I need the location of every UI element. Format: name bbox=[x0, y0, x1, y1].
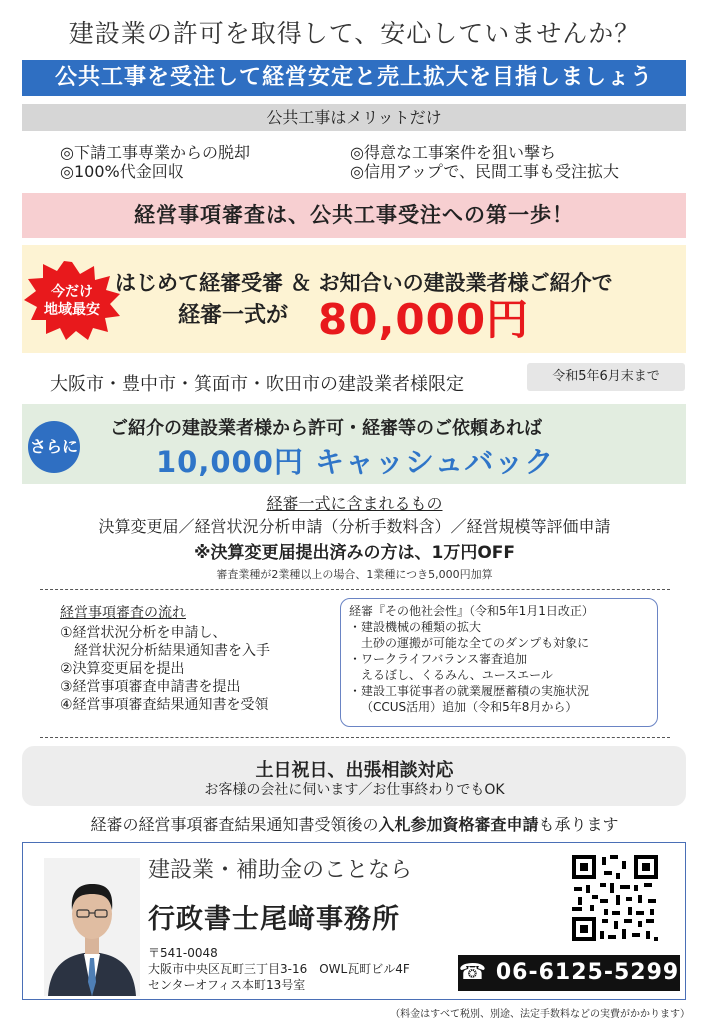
social-criteria-box bbox=[340, 598, 658, 727]
society-line: ・建設機械の種類の拡大 bbox=[349, 620, 482, 634]
flow-step: ②決算変更届を提出 bbox=[60, 661, 185, 677]
promo-price: 80,000円 bbox=[318, 295, 530, 344]
divider bbox=[40, 737, 670, 738]
review-flow bbox=[60, 604, 270, 714]
price-footnote: （料金はすべて税別、別途、法定手数料などの実費がかかります） bbox=[390, 1009, 690, 1020]
first-step-banner: 経営事項審査は、公共工事受注への第一歩！ bbox=[22, 193, 686, 238]
flow-step: 経営状況分析結果通知書を入手 bbox=[74, 643, 270, 659]
society-line: 土砂の運搬が可能な全てのダンプも対象に bbox=[361, 636, 590, 650]
address-line2: センターオフィス本町13号室 bbox=[148, 978, 306, 992]
travel-title: 土日祝日、出張相談対応 bbox=[255, 760, 454, 781]
society-line: ・ワークライフバランス審査追加 bbox=[349, 652, 527, 666]
flow-title: 経営事項審査の流れ bbox=[60, 605, 186, 621]
badge-line1: 今だけ bbox=[51, 284, 93, 300]
address-line1: 大阪市中央区瓦町三丁目3-16 OWL瓦町ビル4F bbox=[148, 962, 410, 976]
flow-step: ③経営事項審査申請書を提出 bbox=[60, 679, 241, 695]
merit-item: ◎下請工事専業からの脱却 bbox=[60, 143, 250, 162]
flow-step: ①経営状況分析を申請し、 bbox=[60, 625, 227, 641]
flow-step: ④経営事項審査結果通知書を受領 bbox=[60, 697, 269, 713]
bid-service bbox=[0, 812, 709, 835]
portrait-photo bbox=[44, 858, 140, 996]
phone-number[interactable]: ☎ 06-6125-5299 bbox=[458, 955, 680, 991]
merits-left bbox=[60, 143, 250, 181]
badge-line2: 地域最安 bbox=[44, 302, 100, 318]
promo-line2: 経審一式が bbox=[178, 303, 289, 328]
merit-item: ◎得意な工事案件を狙い撃ち bbox=[350, 143, 556, 162]
contact-lead: 建設業・補助金のことなら bbox=[148, 858, 413, 883]
divider bbox=[40, 589, 670, 590]
promo-line1: はじめて経審受審 ＆ お知合いの建設業者様ご紹介で bbox=[115, 271, 613, 295]
merit-item: ◎100%代金回収 bbox=[60, 162, 184, 181]
area-limit: 大阪市・豊中市・箕面市・吹田市の建設業者様限定 bbox=[50, 374, 464, 395]
merits-right bbox=[350, 143, 619, 181]
cashback-amount: 10,000円 キャッシュバック bbox=[156, 445, 555, 479]
bid-post: も承ります bbox=[538, 815, 619, 834]
deadline-badge: 令和5年6月末まで bbox=[527, 363, 685, 391]
merit-item: ◎信用アップで、民間工事も受注拡大 bbox=[350, 162, 620, 181]
travel-subtitle: お客様の会社に伺います／お仕事終わりでもOK bbox=[204, 782, 505, 798]
bid-pre: 経審の経営事項審査結果通知書受領後の bbox=[90, 815, 379, 834]
included-title: 経審一式に含まれるもの bbox=[266, 494, 443, 513]
starburst-badge bbox=[22, 260, 122, 340]
qr-code[interactable] bbox=[570, 853, 660, 943]
included-items: 決算変更届／経営状況分析申請（分析手数料含）／経営規模等評価申請 bbox=[98, 517, 611, 536]
included-note: 審査業種が2業種以上の場合、1業種につき5,000円加算 bbox=[216, 568, 493, 581]
society-title: 経審『その他社会性』（令和5年1月1日改正） bbox=[349, 604, 594, 618]
headline: 建設業の許可を取得して、安心していませんか？ bbox=[68, 19, 641, 48]
banner: 公共工事を受注して経営安定と売上拡大を目指しましょう bbox=[22, 60, 686, 96]
society-line: （CCUS活用）追加（令和5年8月から） bbox=[361, 700, 578, 714]
society-line: えるぼし、くるみん、ユースエール bbox=[361, 668, 553, 682]
society-line: ・建設工事従事者の就業履歴蓄積の実施状況 bbox=[349, 684, 590, 698]
cashback-line1: ご紹介の建設業者様から許可・経審等のご依頼あれば bbox=[110, 418, 542, 439]
merits-title: 公共工事はメリットだけ bbox=[22, 104, 686, 131]
office-name: 行政書士尾﨑事務所 bbox=[148, 904, 400, 935]
postal-code: 〒541-0048 bbox=[148, 946, 218, 960]
cashback-badge: さらに bbox=[28, 421, 80, 473]
bid-bold: 入札参加資格審査申請 bbox=[378, 815, 539, 834]
included-discount: ※決算変更届提出済みの方は、1万円OFF bbox=[193, 543, 516, 563]
